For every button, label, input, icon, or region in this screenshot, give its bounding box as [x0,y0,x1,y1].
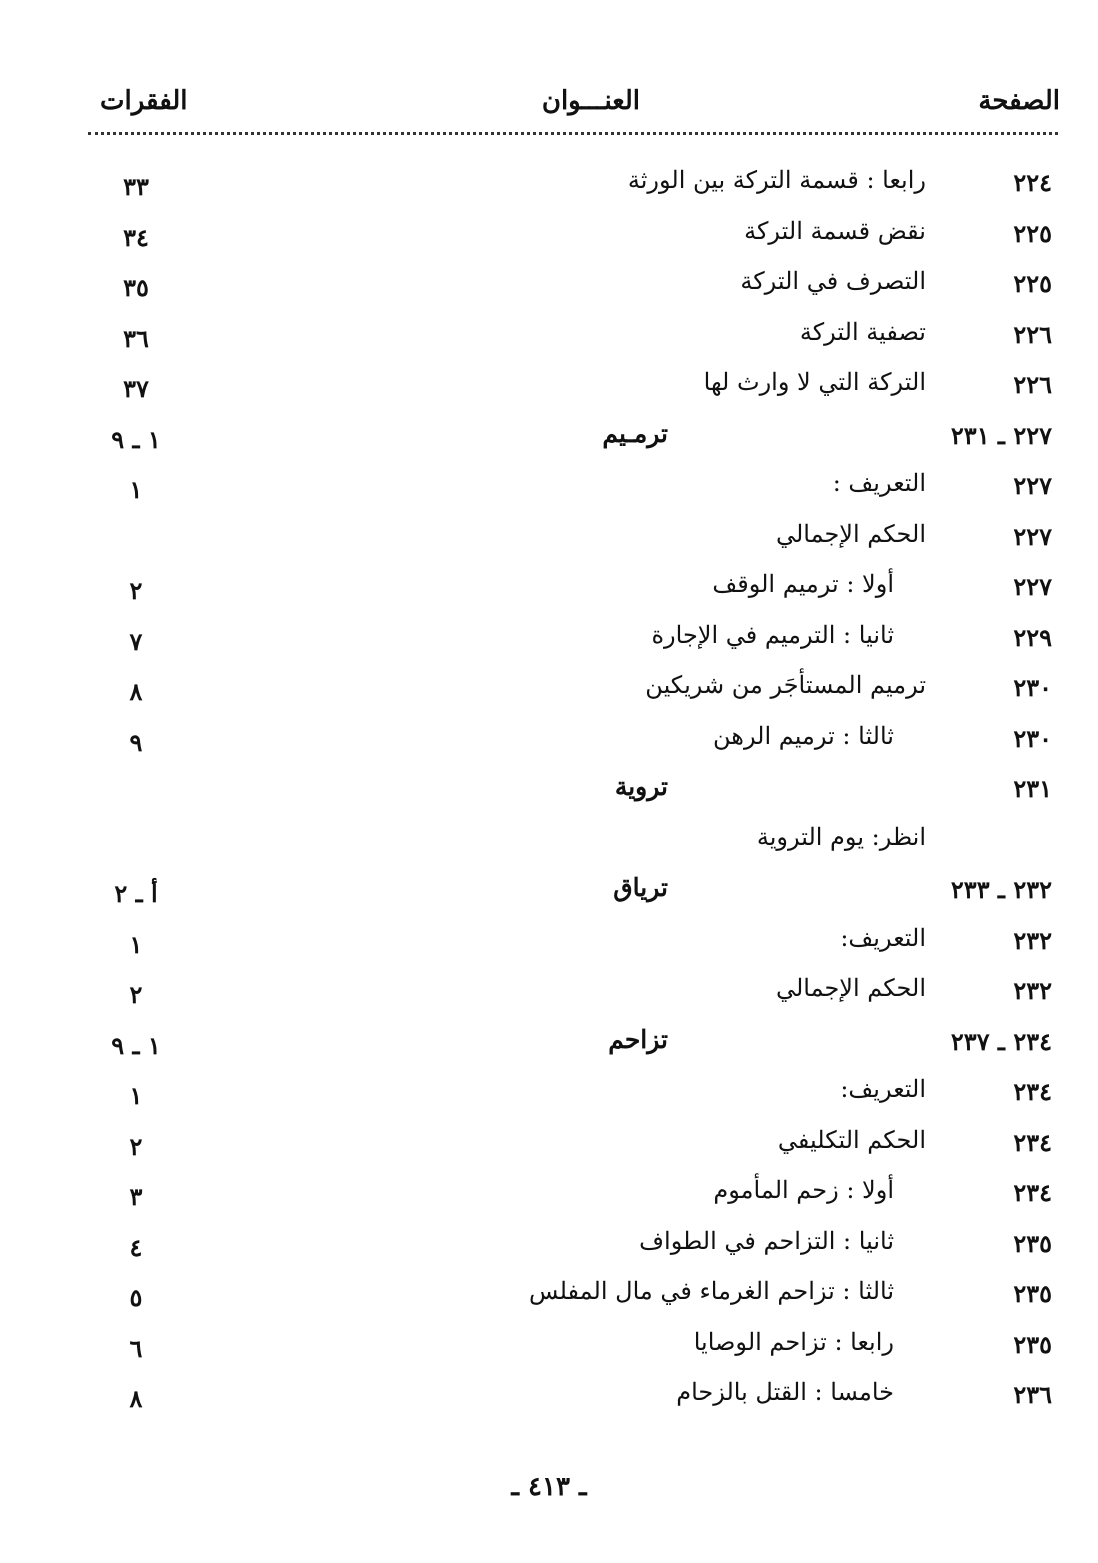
page-reference: ٢٣٤ [1013,1178,1052,1207]
index-row [0,415,1098,466]
entry-title: انظر: يوم التروية [756,822,926,851]
index-row [0,1021,1098,1072]
section-heading: ترمـيم [602,418,668,448]
index-row [0,1223,1098,1274]
page-reference: ٢٢٤ [1013,168,1052,197]
index-row [0,718,1098,769]
index-row [0,1071,1098,1122]
paragraph-reference: ١ [129,475,143,504]
page-reference: ٢٢٥ [1013,269,1052,298]
page-reference: ٢٢٦ [1013,319,1052,349]
page-reference: ٢٣٥ [1013,1329,1052,1359]
entry-title: ثالثا : ترميم الرهن [713,721,894,750]
paragraph-reference: ٨ [129,1384,143,1413]
index-row [0,970,1098,1021]
entry-title: الحكم التكليفي [777,1125,926,1154]
title-column-header: العنـــوان [541,86,640,116]
index-row [0,667,1098,718]
page-number: ـ ٤١٣ ـ [511,1472,587,1502]
page-reference: ٢٢٧ [1013,471,1052,500]
entry-title: التركة التي لا وارث لها [703,368,926,396]
index-row [0,314,1098,365]
index-row [0,1324,1098,1375]
paragraph-reference: ١ [129,1081,143,1110]
paragraph-reference: ١ ـ ٩ [111,424,161,454]
page-reference: ٢٢٧ ـ ٢٣١ [950,420,1052,450]
index-row [0,768,1098,819]
paragraph-reference: ٣٣ [123,172,149,201]
paragraph-reference: ٢ [129,1131,143,1161]
page-reference: ٢٢٦ [1013,370,1052,399]
page-reference: ٢٣٥ [1013,1228,1052,1258]
section-heading: تزاحم [608,1024,668,1054]
index-row [0,364,1098,415]
paragraph-reference: ٧ [129,626,143,656]
entry-title: ترميم المستأجَر من شريكين [645,671,926,699]
paragraph-reference: ٢ [129,980,143,1009]
page-reference: ٢٣٦ [1013,1380,1052,1409]
paragraph-reference: ٦ [129,1333,143,1363]
paragraph-column-header: الفقرات [100,86,188,116]
table-header [80,86,1060,132]
index-row [0,819,1098,870]
index-row [0,162,1098,213]
entry-title: أولا : زحم المأموم [713,1176,894,1204]
page-reference: ٢٣٢ ـ ٢٣٣ [950,875,1052,904]
index-row [0,920,1098,971]
paragraph-reference: ٣٦ [123,323,149,353]
paragraph-reference: ٢ [129,576,143,605]
entry-title: خامسا : القتل بالزحام [676,1378,894,1406]
page-reference: ٢٢٥ [1013,218,1052,248]
page-reference: ٢٣٢ [1013,976,1052,1005]
entry-title: التعريف: [840,923,926,952]
entry-title: تصفية التركة [799,317,926,346]
page-reference: ٢٢٩ [1013,622,1052,652]
index-row [0,263,1098,314]
index-row [0,1273,1098,1324]
paragraph-reference: ٨ [129,677,143,706]
page-reference: ٢٣٤ [1013,1127,1052,1157]
page-reference: ٢٢٧ [1013,572,1052,601]
index-row [0,516,1098,567]
index-row [0,869,1098,920]
entry-title: ثانيا : الترميم في الإجارة [651,620,894,649]
paragraph-reference: أ ـ ٢ [114,879,158,908]
entry-title: ثانيا : التزاحم في الطواف [639,1226,894,1255]
page-reference: ٢٣٥ [1013,1279,1052,1308]
page-reference: ٢٣٤ [1013,1077,1052,1106]
index-row [0,566,1098,617]
entry-title: أولا : ترميم الوقف [712,570,894,598]
entry-title: نقض قسمة التركة [744,216,926,245]
paragraph-reference: ٣٥ [123,273,149,302]
paragraph-reference: ١ [129,929,143,959]
section-heading: ترياق [613,873,668,902]
index-list [0,162,1098,1425]
entry-title: التعريف : [832,469,926,497]
section-heading: تروية [614,772,668,801]
entry-title: ثالثا : تزاحم الغرماء في مال المفلس [529,1277,894,1305]
entry-title: الحكم الإجمالي [775,974,926,1002]
header-divider [88,132,1058,135]
paragraph-reference: ٤ [129,1232,143,1262]
paragraph-reference: ٣ [129,1182,143,1211]
index-row [0,1122,1098,1173]
paragraph-reference: ٣٤ [123,222,149,252]
page-reference: ٢٣٤ ـ ٢٣٧ [950,1026,1052,1056]
entry-title: التصرف في التركة [740,267,926,295]
page-reference: ٢٣٠ [1013,673,1052,702]
page-column-header: الصفحة [978,86,1060,116]
paragraph-reference: ٥ [129,1283,143,1312]
index-row [0,213,1098,264]
paragraph-reference: ١ ـ ٩ [111,1030,161,1060]
index-row [0,465,1098,516]
index-row [0,1374,1098,1425]
page-reference: ٢٢٧ [1013,521,1052,551]
index-row [0,1172,1098,1223]
paragraph-reference: ٣٧ [123,374,149,403]
page-reference: ٢٣١ [1013,774,1052,803]
page-reference: ٢٣٠ [1013,723,1052,753]
paragraph-reference: ٩ [129,727,143,757]
entry-title: التعريف: [840,1075,926,1103]
entry-title: رابعا : قسمة التركة بين الورثة [627,166,926,194]
entry-title: الحكم الإجمالي [775,519,926,548]
entry-title: رابعا : تزاحم الوصايا [693,1327,894,1356]
page-reference: ٢٣٢ [1013,925,1052,955]
index-row [0,617,1098,668]
